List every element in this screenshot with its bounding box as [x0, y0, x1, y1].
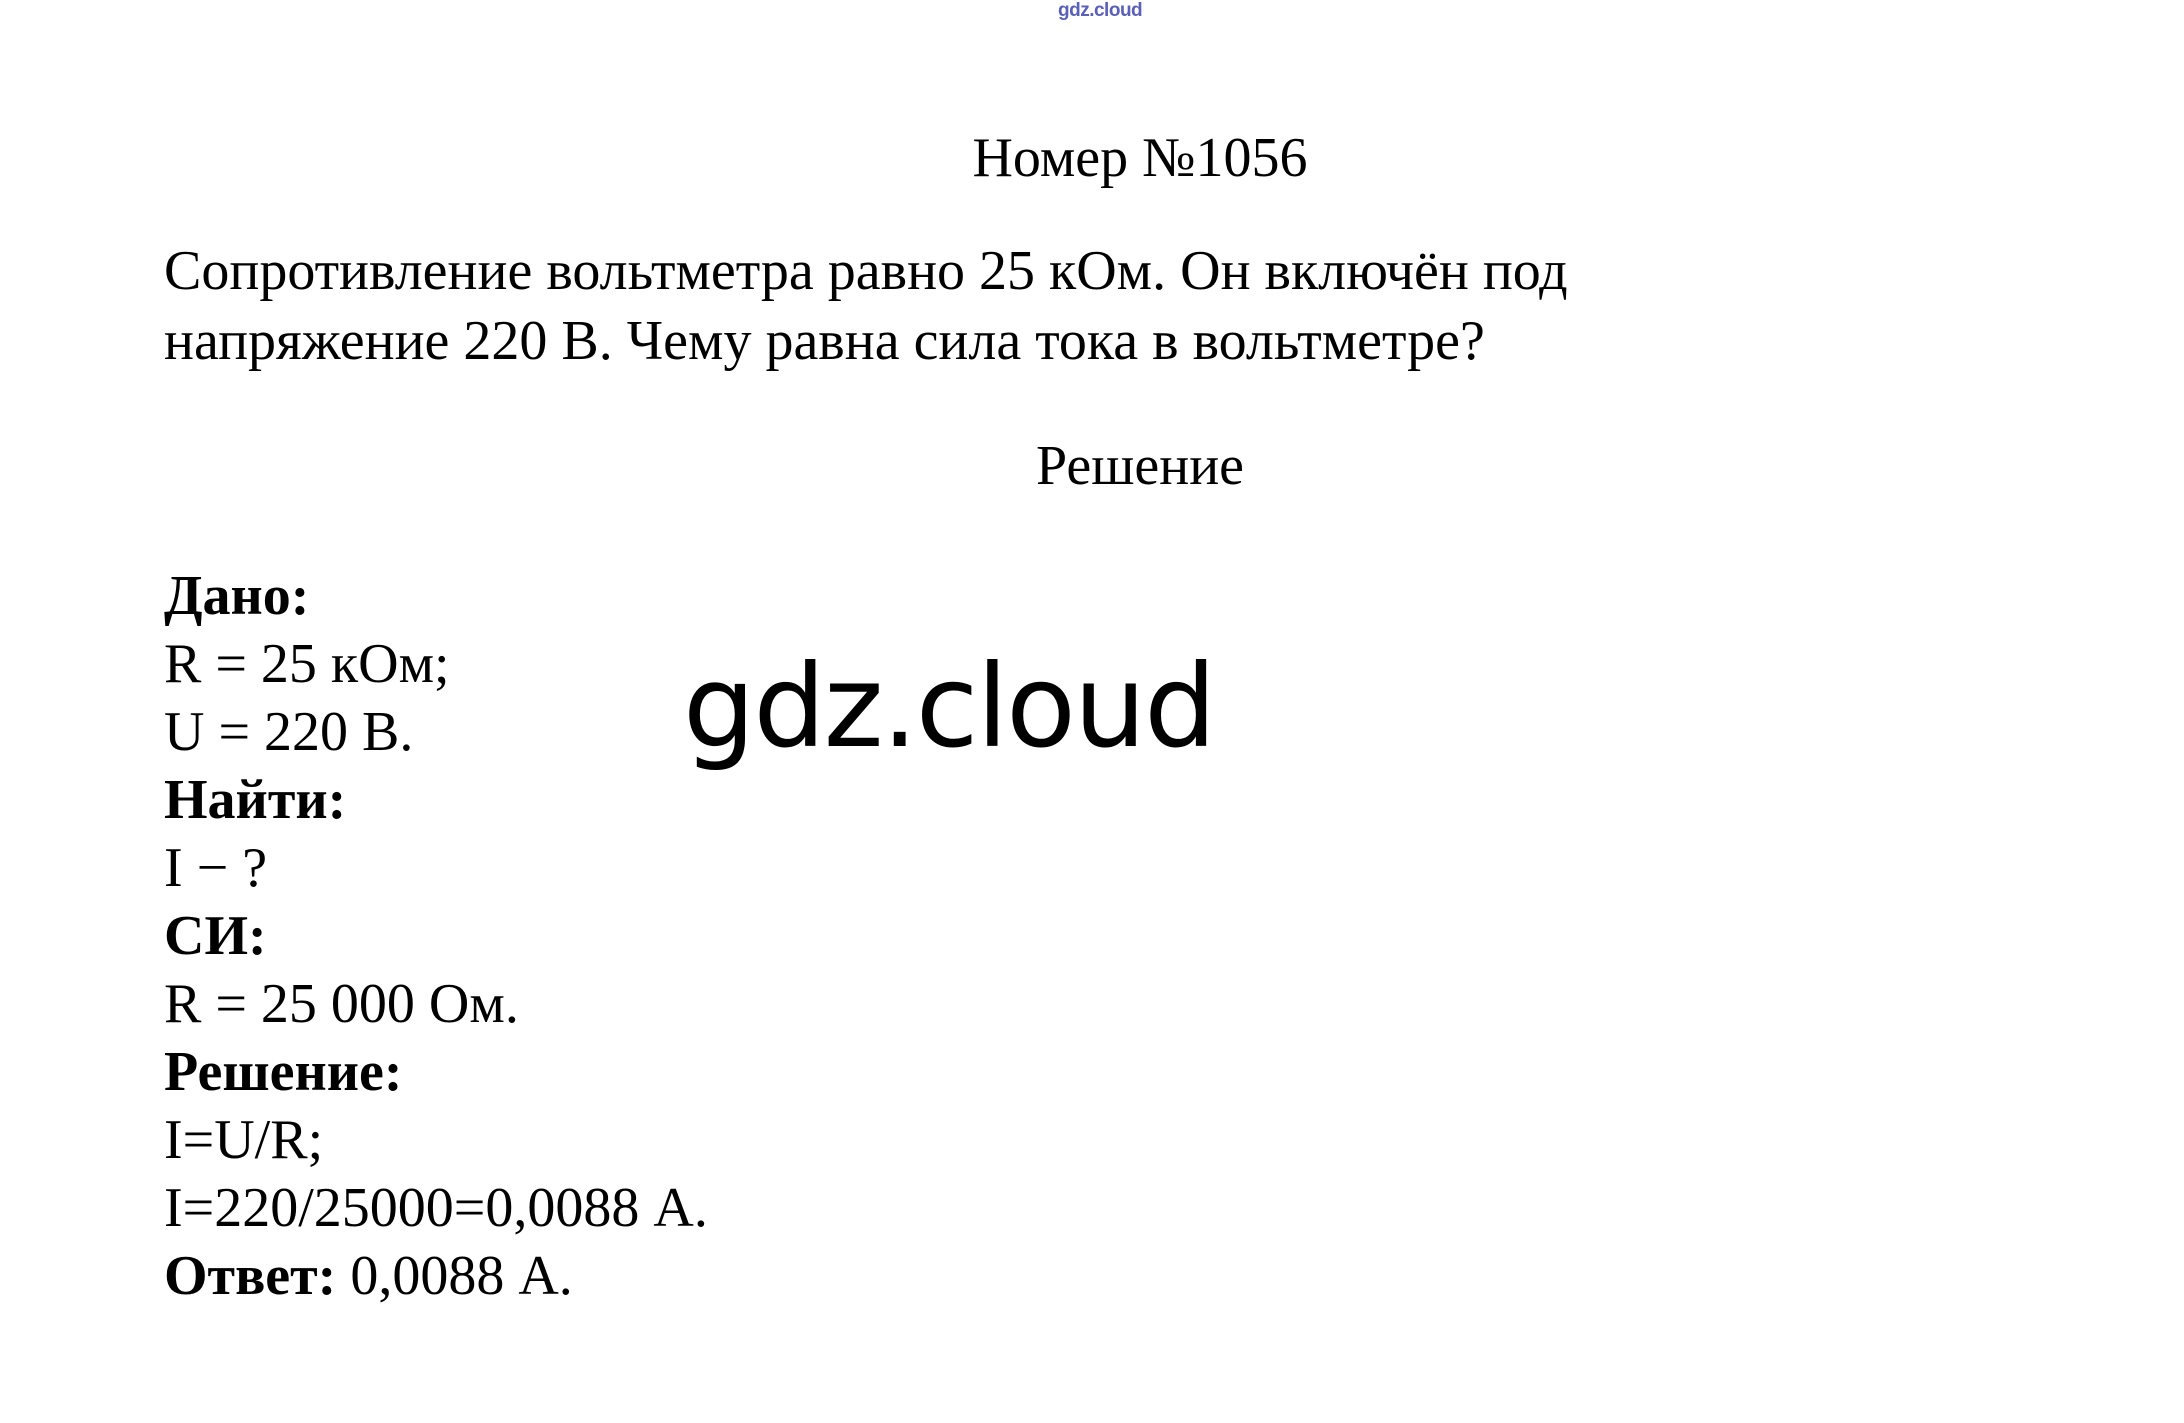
center-watermark: gdz.cloud: [683, 640, 1215, 773]
si-resistance: R = 25 000 Ом.: [164, 973, 519, 1035]
solution-heading: Решение: [1035, 435, 1245, 497]
given-resistance: R = 25 кОм;: [164, 633, 450, 695]
problem-statement: [164, 236, 2064, 376]
si-label: СИ:: [164, 905, 267, 967]
solve-label: Решение:: [164, 1041, 403, 1103]
answer-line: [164, 1242, 708, 1310]
top-watermark: gdz.cloud: [1058, 0, 1143, 21]
solution-block: [164, 562, 708, 1310]
page-title: Номер №1056: [972, 127, 1308, 189]
find-label: Найти:: [164, 769, 347, 831]
problem-line-2: напряжение 220 В. Чему равна сила тока в вольтметре?: [164, 310, 1485, 372]
find-current: I − ?: [164, 837, 268, 899]
given-voltage: U = 220 В.: [164, 701, 414, 763]
given-label: Дано:: [164, 565, 310, 627]
answer-value: 0,0088 А.: [336, 1245, 573, 1307]
solve-formula: I=U/R;: [164, 1109, 324, 1171]
problem-line-1: Сопротивление вольтметра равно 25 кОм. Он включён под: [164, 240, 1568, 302]
answer-label: Ответ:: [164, 1245, 337, 1307]
solve-calculation: I=220/25000=0,0088 А.: [164, 1177, 708, 1239]
